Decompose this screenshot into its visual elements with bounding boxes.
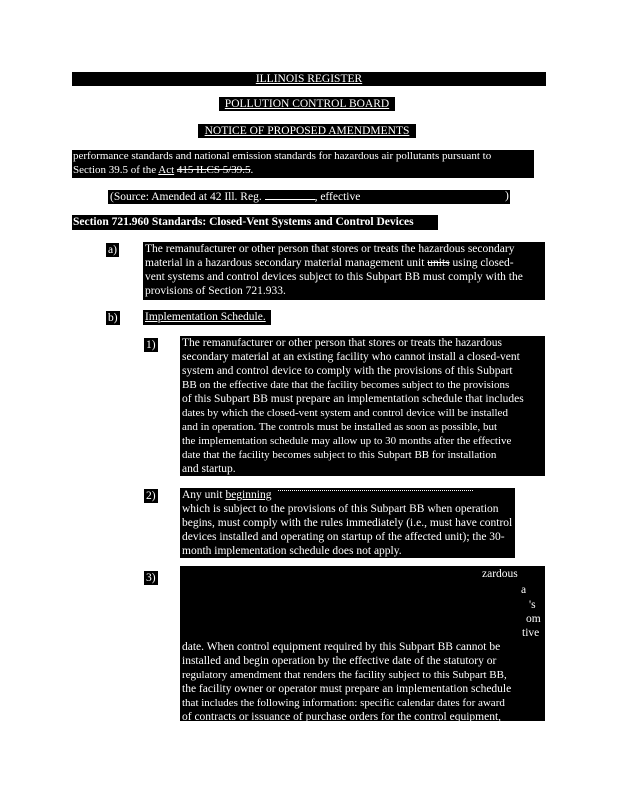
b3-fragment: tive bbox=[522, 627, 540, 639]
intro-line-1: performance standards and national emission standards for hazardous air pollutants pursuant to bbox=[73, 150, 492, 162]
para-b3-line: of contracts or issuance of purchase orders for the control equipment, bbox=[182, 711, 502, 723]
para-a-line: material in a hazardous secondary material management unit units using closed- bbox=[145, 257, 514, 269]
para-a-line: provisions of Section 721.933. bbox=[145, 285, 286, 297]
para-b1-line: BB on the effective date that the facility becomes subject to the provisions bbox=[182, 379, 510, 391]
para-b1-line: system and control device to comply with the provisions of this Subpart bbox=[182, 365, 513, 377]
para-b1-line: The remanufacturer or other person that stores or treats the hazardous bbox=[182, 337, 502, 349]
label-b3: 3) bbox=[146, 572, 156, 584]
notice-title: NOTICE OF PROPOSED AMENDMENTS bbox=[198, 124, 416, 138]
para-b1-line: and in operation. The controls must be installed as soon as possible, but bbox=[182, 421, 498, 433]
para-b2-line: begins, must comply with the rules immediately (i.e., must have control bbox=[182, 517, 513, 529]
b2-gap bbox=[278, 490, 473, 501]
label-b2: 2) bbox=[146, 490, 156, 502]
para-a-line: vent systems and control devices subject to this Subpart BB must comply with the bbox=[145, 271, 523, 283]
para-b2-line: devices installed and operating on startup of the affected unit); the 30- bbox=[182, 531, 505, 543]
label-b: b) bbox=[108, 312, 118, 324]
para-b2-line: which is subject to the provisions of this Subpart BB when operation bbox=[182, 503, 499, 515]
b3-fragment: zardous bbox=[482, 568, 518, 580]
source-text: (Source: Amended at 42 Ill. Reg. , effective bbox=[110, 191, 361, 203]
b3-fragment: a bbox=[521, 584, 527, 596]
register-title: ILLINOIS REGISTER bbox=[255, 73, 363, 85]
para-b2-line: month implementation schedule does not apply. bbox=[182, 545, 402, 557]
para-b3-line: the facility owner or operator must prepare an implementation schedule bbox=[182, 683, 512, 695]
label-b1: 1) bbox=[146, 339, 156, 351]
para-b3-line: installed and begin operation by the effective date of the statutory or bbox=[182, 655, 497, 667]
b-title: Implementation Schedule. bbox=[145, 311, 266, 323]
para-a-line: The remanufacturer or other person that stores or treats the hazardous secondary bbox=[145, 243, 515, 255]
para-b3-line: date. When control equipment required by this Subpart BB cannot be bbox=[182, 641, 501, 653]
para-b3-line: that includes the following information: specific calendar dates for award bbox=[182, 697, 505, 709]
source-close: ) bbox=[505, 190, 509, 202]
para-b1-line: the implementation schedule may allow up to 30 months after the effective bbox=[182, 435, 512, 447]
intro-line-2: Section 39.5 of the Act 415 ILCS 5/39.5. bbox=[73, 164, 254, 176]
para-b1-line: date that the facility becomes subject to this Subpart BB for installation bbox=[182, 449, 497, 461]
para-b1-line: and startup. bbox=[182, 463, 236, 475]
para-b1-line: dates by which the closed-vent system and control device will be installed bbox=[182, 407, 508, 419]
board-title: POLLUTION CONTROL BOARD bbox=[219, 97, 395, 111]
b3-fragment: 's bbox=[529, 599, 536, 611]
para-b1-line: of this Subpart BB must prepare an implementation schedule that includes bbox=[182, 393, 524, 405]
label-a: a) bbox=[108, 244, 117, 256]
para-b3-line: regulatory amendment that renders the facility subject to this Subpart BB, bbox=[182, 669, 507, 681]
para-b1-line: secondary material at an existing facility who cannot install a closed-vent bbox=[182, 351, 520, 363]
section-title: Section 721.960 Standards: Closed-Vent Systems and Control Devices bbox=[73, 216, 414, 228]
b3-fragment: om bbox=[526, 613, 541, 625]
para-b2-line: Any unit beginning bbox=[182, 489, 272, 501]
